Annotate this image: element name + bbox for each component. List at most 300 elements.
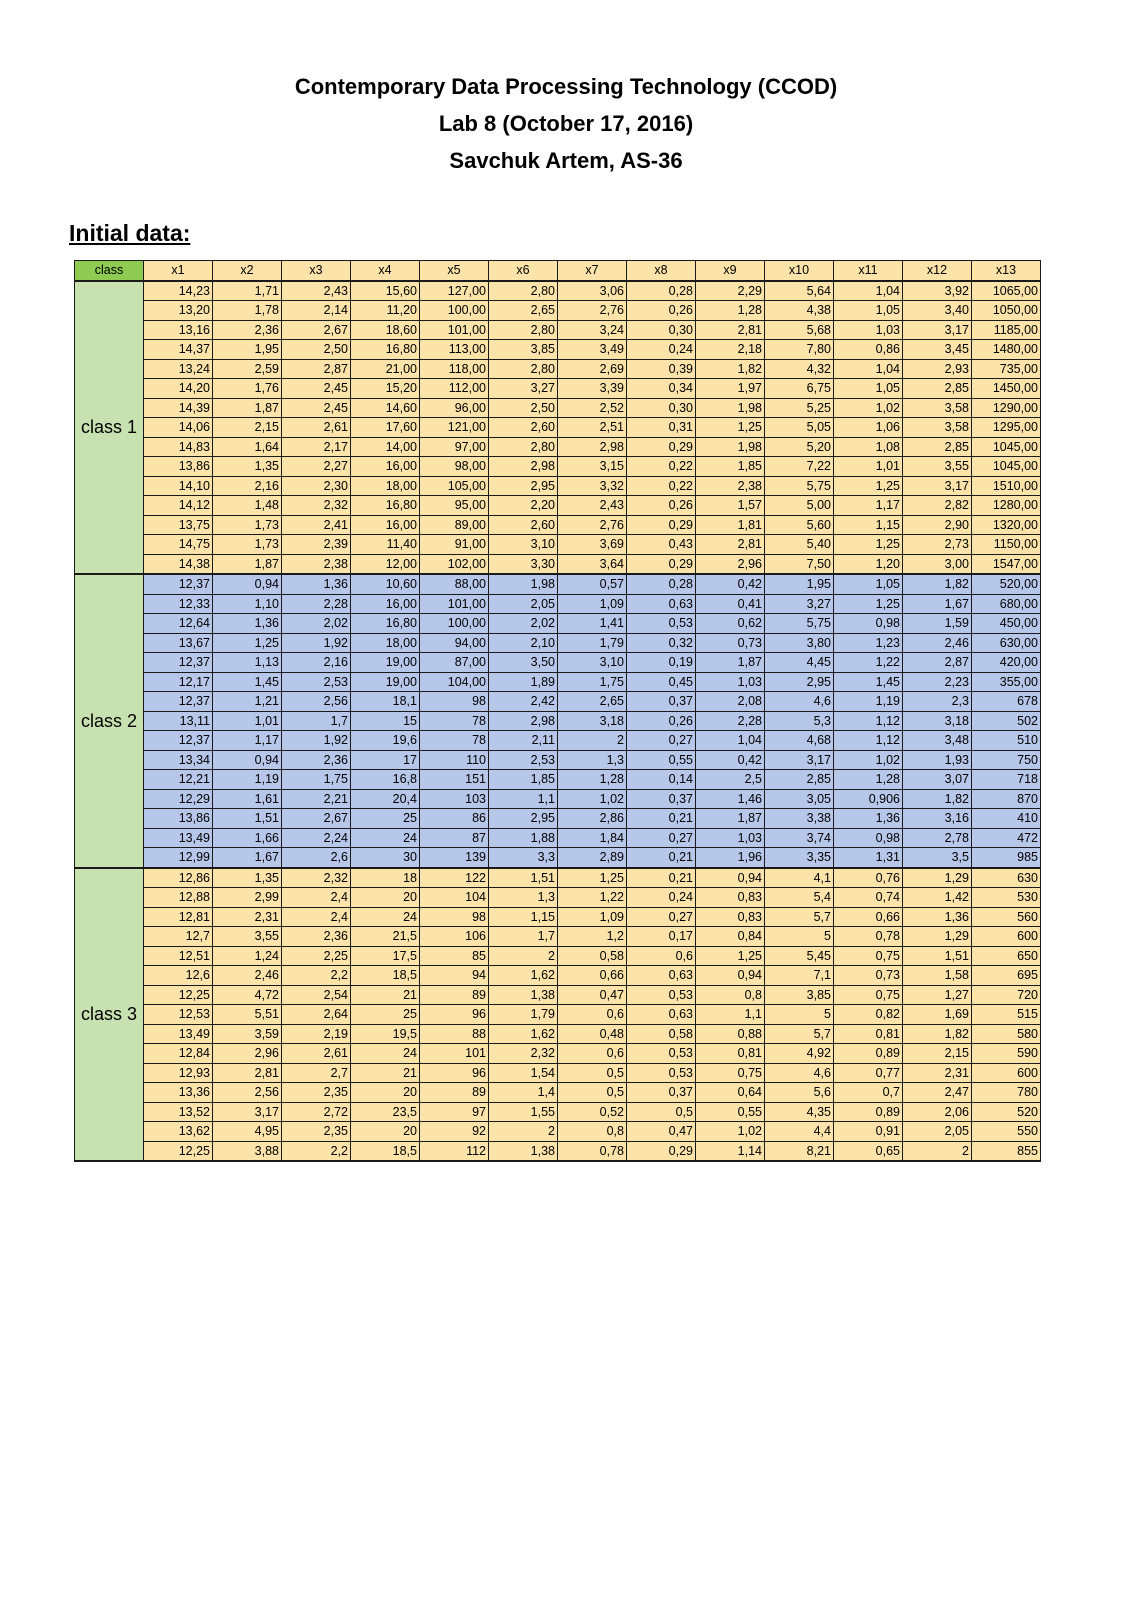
table-cell: 0,55	[627, 750, 696, 770]
table-cell: 3,69	[558, 535, 627, 555]
table-cell: 3,24	[558, 320, 627, 340]
table-cell: 2,95	[489, 809, 558, 829]
table-row	[75, 301, 1041, 321]
table-cell: 472	[972, 828, 1041, 848]
table-cell: 110	[420, 750, 489, 770]
table-cell: 0,58	[558, 946, 627, 966]
table-cell: 2,81	[213, 1063, 282, 1083]
table-cell: 121,00	[420, 418, 489, 438]
table-cell: 718	[972, 770, 1041, 790]
table-cell: 0,39	[627, 359, 696, 379]
column-header-x6: x6	[489, 261, 558, 281]
table-cell: 0,64	[696, 1083, 765, 1103]
table-row	[75, 1083, 1041, 1103]
table-cell: 15	[351, 711, 420, 731]
table-cell: 3,17	[213, 1102, 282, 1122]
table-cell: 2,38	[282, 554, 351, 574]
table-cell: 0,29	[627, 1141, 696, 1161]
table-cell: 18	[351, 868, 420, 888]
table-cell: 2	[489, 946, 558, 966]
table-cell: 0,34	[627, 379, 696, 399]
table-cell: 1,73	[213, 515, 282, 535]
table-cell: 0,94	[213, 750, 282, 770]
table-row	[75, 927, 1041, 947]
table-row	[75, 789, 1041, 809]
table-cell: 13,86	[144, 809, 213, 829]
table-cell: 0,58	[627, 1024, 696, 1044]
table-cell: 3,85	[765, 985, 834, 1005]
table-cell: 1,42	[903, 888, 972, 908]
table-cell: 1,17	[213, 731, 282, 751]
table-row	[75, 848, 1041, 868]
table-cell: 1,75	[558, 672, 627, 692]
table-cell: 88,00	[420, 574, 489, 594]
table-cell: 1,24	[213, 946, 282, 966]
table-cell: 1,25	[696, 418, 765, 438]
table-cell: 0,83	[696, 907, 765, 927]
table-cell: 1,76	[213, 379, 282, 399]
table-cell: 3,48	[903, 731, 972, 751]
table-cell: 4,92	[765, 1044, 834, 1064]
table-cell: 16,80	[351, 614, 420, 634]
table-cell: 1,03	[696, 828, 765, 848]
table-cell: 1,41	[558, 614, 627, 634]
table-cell: 19,5	[351, 1024, 420, 1044]
table-cell: 1,25	[834, 535, 903, 555]
table-cell: 0,43	[627, 535, 696, 555]
table-cell: 14,75	[144, 535, 213, 555]
table-cell: 30	[351, 848, 420, 868]
table-cell: 15,60	[351, 281, 420, 301]
table-cell: 2,98	[558, 437, 627, 457]
table-cell: 13,16	[144, 320, 213, 340]
table-cell: 94	[420, 966, 489, 986]
table-cell: 1,01	[213, 711, 282, 731]
table-cell: 3,27	[765, 594, 834, 614]
table-cell: 502	[972, 711, 1041, 731]
table-cell: 0,89	[834, 1102, 903, 1122]
table-cell: 0,906	[834, 789, 903, 809]
table-cell: 1,13	[213, 653, 282, 673]
table-cell: 600	[972, 1063, 1041, 1083]
column-header-class: class	[75, 261, 144, 281]
table-cell: 12,33	[144, 594, 213, 614]
table-row	[75, 731, 1041, 751]
table-cell: 1065,00	[972, 281, 1041, 301]
table-cell: 1045,00	[972, 457, 1041, 477]
table-cell: 1,58	[903, 966, 972, 986]
table-cell: 113,00	[420, 340, 489, 360]
table-cell: 1,05	[834, 574, 903, 594]
table-cell: 12,17	[144, 672, 213, 692]
table-cell: 1,08	[834, 437, 903, 457]
table-row	[75, 828, 1041, 848]
table-cell: 1,02	[696, 1122, 765, 1142]
table-cell: 450,00	[972, 614, 1041, 634]
table-row	[75, 398, 1041, 418]
table-cell: 5,40	[765, 535, 834, 555]
table-cell: 1,22	[558, 888, 627, 908]
table-row	[75, 1044, 1041, 1064]
table-row	[75, 614, 1041, 634]
table-cell: 2,86	[558, 809, 627, 829]
table-cell: 12,81	[144, 907, 213, 927]
table-cell: 1,84	[558, 828, 627, 848]
table-cell: 2,65	[489, 301, 558, 321]
table-cell: 3,05	[765, 789, 834, 809]
table-cell: 5,05	[765, 418, 834, 438]
table-cell: 1,17	[834, 496, 903, 516]
table-cell: 1,22	[834, 653, 903, 673]
table-cell: 0,88	[696, 1024, 765, 1044]
table-cell: 15,20	[351, 379, 420, 399]
table-cell: 78	[420, 711, 489, 731]
table-cell: 0,37	[627, 1083, 696, 1103]
table-cell: 3,58	[903, 398, 972, 418]
table-cell: 5,6	[765, 1083, 834, 1103]
table-cell: 104	[420, 888, 489, 908]
table-cell: 4,72	[213, 985, 282, 1005]
table-row	[75, 574, 1041, 594]
table-cell: 2,31	[903, 1063, 972, 1083]
table-cell: 98	[420, 907, 489, 927]
table-cell: 3,30	[489, 554, 558, 574]
table-cell: 0,94	[696, 868, 765, 888]
table-cell: 0,29	[627, 554, 696, 574]
table-cell: 520,00	[972, 574, 1041, 594]
table-cell: 2,35	[282, 1122, 351, 1142]
table-cell: 1,06	[834, 418, 903, 438]
table-cell: 2,16	[282, 653, 351, 673]
table-cell: 2,25	[282, 946, 351, 966]
table-cell: 2,98	[489, 457, 558, 477]
table-cell: 2,61	[282, 418, 351, 438]
table-cell: 14,00	[351, 437, 420, 457]
table-cell: 2,50	[282, 340, 351, 360]
table-cell: 3,74	[765, 828, 834, 848]
table-cell: 2,27	[282, 457, 351, 477]
table-cell: 2,15	[903, 1044, 972, 1064]
table-cell: 985	[972, 848, 1041, 868]
table-cell: 0,26	[627, 711, 696, 731]
table-cell: 2,89	[558, 848, 627, 868]
table-cell: 855	[972, 1141, 1041, 1161]
table-cell: 0,6	[558, 1005, 627, 1025]
table-cell: 4,45	[765, 653, 834, 673]
table-cell: 0,5	[558, 1083, 627, 1103]
table-cell: 1,87	[213, 398, 282, 418]
table-cell: 650	[972, 946, 1041, 966]
table-cell: 0,81	[834, 1024, 903, 1044]
table-cell: 2,19	[282, 1024, 351, 1044]
lab-subtitle: Lab 8 (October 17, 2016)	[438, 111, 694, 136]
table-cell: 2,72	[282, 1102, 351, 1122]
table-cell: 2,14	[282, 301, 351, 321]
table-cell: 20	[351, 888, 420, 908]
document-title: Contemporary Data Processing Technology (CCOD)	[294, 74, 838, 99]
table-cell: 1,25	[696, 946, 765, 966]
table-cell: 1,19	[834, 692, 903, 712]
table-cell: 0,17	[627, 927, 696, 947]
table-cell: 2,87	[282, 359, 351, 379]
table-cell: 0,22	[627, 457, 696, 477]
table-cell: 86	[420, 809, 489, 829]
table-cell: 24	[351, 907, 420, 927]
table-cell: 89	[420, 985, 489, 1005]
table-cell: 1,36	[282, 574, 351, 594]
table-cell: 0,21	[627, 809, 696, 829]
table-cell: 1,03	[696, 672, 765, 692]
table-cell: 4,35	[765, 1102, 834, 1122]
table-cell: 0,73	[834, 966, 903, 986]
table-cell: 0,24	[627, 340, 696, 360]
table-cell: 0,91	[834, 1122, 903, 1142]
table-cell: 1045,00	[972, 437, 1041, 457]
table-cell: 1,79	[489, 1005, 558, 1025]
table-cell: 5,7	[765, 1024, 834, 1044]
column-header-x4: x4	[351, 261, 420, 281]
table-cell: 1,96	[696, 848, 765, 868]
table-cell: 14,10	[144, 476, 213, 496]
table-cell: 94,00	[420, 633, 489, 653]
table-cell: 88	[420, 1024, 489, 1044]
table-cell: 0,76	[834, 868, 903, 888]
column-header-x10: x10	[765, 261, 834, 281]
table-cell: 1,89	[489, 672, 558, 692]
table-cell: 1,05	[834, 379, 903, 399]
table-cell: 2,60	[489, 515, 558, 535]
table-cell: 735,00	[972, 359, 1041, 379]
table-cell: 1,25	[834, 594, 903, 614]
table-cell: 0,14	[627, 770, 696, 790]
table-cell: 2,32	[282, 496, 351, 516]
section-title: Initial data:	[69, 220, 191, 246]
table-cell: 151	[420, 770, 489, 790]
table-cell: 1,25	[558, 868, 627, 888]
table-cell: 1,15	[489, 907, 558, 927]
table-cell: 1,61	[213, 789, 282, 809]
table-cell: 1,66	[213, 828, 282, 848]
table-cell: 87,00	[420, 653, 489, 673]
table-cell: 87	[420, 828, 489, 848]
table-cell: 7,50	[765, 554, 834, 574]
table-cell: 5	[765, 1005, 834, 1025]
table-cell: 2,47	[903, 1083, 972, 1103]
table-cell: 1547,00	[972, 554, 1041, 574]
table-cell: 1,67	[903, 594, 972, 614]
table-cell: 4,1	[765, 868, 834, 888]
table-cell: 2,02	[489, 614, 558, 634]
table-cell: 1150,00	[972, 535, 1041, 555]
table-cell: 3,18	[903, 711, 972, 731]
table-cell: 2,4	[282, 907, 351, 927]
table-cell: 3,5	[903, 848, 972, 868]
table-cell: 25	[351, 809, 420, 829]
table-cell: 530	[972, 888, 1041, 908]
table-row	[75, 418, 1041, 438]
table-row	[75, 966, 1041, 986]
table-cell: 2,36	[282, 750, 351, 770]
table-cell: 1,36	[834, 809, 903, 829]
table-cell: 2,38	[696, 476, 765, 496]
table-cell: 0,45	[627, 672, 696, 692]
table-cell: 0,74	[834, 888, 903, 908]
table-cell: 2,50	[489, 398, 558, 418]
table-cell: 1,2	[558, 927, 627, 947]
table-row	[75, 1063, 1041, 1083]
table-cell: 1,36	[213, 614, 282, 634]
table-cell: 13,49	[144, 828, 213, 848]
table-cell: 19,00	[351, 653, 420, 673]
table-cell: 5,00	[765, 496, 834, 516]
table-cell: 2,52	[558, 398, 627, 418]
table-cell: 18,00	[351, 476, 420, 496]
table-cell: 3,3	[489, 848, 558, 868]
table-cell: 12,88	[144, 888, 213, 908]
table-cell: 4,68	[765, 731, 834, 751]
table-cell: 580	[972, 1024, 1041, 1044]
table-cell: 0,27	[627, 731, 696, 751]
table-cell: 2,42	[489, 692, 558, 712]
table-cell: 0,73	[696, 633, 765, 653]
table-cell: 2,95	[765, 672, 834, 692]
table-cell: 0,27	[627, 907, 696, 927]
table-cell: 16,00	[351, 594, 420, 614]
table-cell: 5,75	[765, 614, 834, 634]
table-row	[75, 320, 1041, 340]
table-cell: 1,3	[489, 888, 558, 908]
table-cell: 2,85	[903, 437, 972, 457]
table-cell: 4,4	[765, 1122, 834, 1142]
table-cell: 5,68	[765, 320, 834, 340]
table-cell: 2,6	[282, 848, 351, 868]
table-body	[75, 281, 1041, 1162]
table-cell: 2,24	[282, 828, 351, 848]
class-label-cell: class 2	[75, 574, 144, 868]
table-cell: 0,37	[627, 789, 696, 809]
table-cell: 13,49	[144, 1024, 213, 1044]
table-cell: 1,14	[696, 1141, 765, 1161]
table-cell: 2,05	[489, 594, 558, 614]
table-cell: 5	[765, 927, 834, 947]
table-cell: 2,60	[489, 418, 558, 438]
table-cell: 1,1	[696, 1005, 765, 1025]
table-cell: 1,82	[903, 789, 972, 809]
table-cell: 3,00	[903, 554, 972, 574]
table-cell: 3,50	[489, 653, 558, 673]
table-cell: 1,09	[558, 907, 627, 927]
table-row	[75, 1102, 1041, 1122]
table-cell: 20	[351, 1083, 420, 1103]
table-cell: 0,89	[834, 1044, 903, 1064]
table-cell: 3,17	[903, 476, 972, 496]
table-cell: 2,28	[282, 594, 351, 614]
table-cell: 1,97	[696, 379, 765, 399]
table-cell: 2,95	[489, 476, 558, 496]
table-cell: 112,00	[420, 379, 489, 399]
table-cell: 3,58	[903, 418, 972, 438]
table-cell: 14,23	[144, 281, 213, 301]
table-cell: 0,53	[627, 1063, 696, 1083]
table-cell: 102,00	[420, 554, 489, 574]
table-cell: 0,32	[627, 633, 696, 653]
table-row	[75, 1122, 1041, 1142]
table-cell: 3,18	[558, 711, 627, 731]
table-cell: 1,87	[213, 554, 282, 574]
table-cell: 678	[972, 692, 1041, 712]
table-cell: 12,21	[144, 770, 213, 790]
table-cell: 13,24	[144, 359, 213, 379]
table-cell: 1,51	[213, 809, 282, 829]
table-cell: 1450,00	[972, 379, 1041, 399]
table-cell: 2,93	[903, 359, 972, 379]
table-cell: 3,85	[489, 340, 558, 360]
table-cell: 2,29	[696, 281, 765, 301]
table-cell: 1,55	[489, 1102, 558, 1122]
table-cell: 0,24	[627, 888, 696, 908]
table-cell: 1,28	[558, 770, 627, 790]
table-cell: 3,32	[558, 476, 627, 496]
table-cell: 1,35	[213, 457, 282, 477]
table-cell: 1,10	[213, 594, 282, 614]
author-line: Savchuk Artem, AS-36	[449, 148, 683, 173]
table-cell: 12,64	[144, 614, 213, 634]
table-cell: 2,99	[213, 888, 282, 908]
table-cell: 1,29	[903, 868, 972, 888]
table-cell: 1,57	[696, 496, 765, 516]
table-cell: 410	[972, 809, 1041, 829]
table-cell: 2,7	[282, 1063, 351, 1083]
table-cell: 5,75	[765, 476, 834, 496]
table-cell: 510	[972, 731, 1041, 751]
table-cell: 3,27	[489, 379, 558, 399]
table-cell: 2,32	[489, 1044, 558, 1064]
table-cell: 105,00	[420, 476, 489, 496]
table-cell: 2,81	[696, 535, 765, 555]
table-cell: 0,28	[627, 574, 696, 594]
table-row	[75, 515, 1041, 535]
table-cell: 1,7	[489, 927, 558, 947]
table-cell: 2	[558, 731, 627, 751]
table-cell: 5,60	[765, 515, 834, 535]
table-cell: 1,62	[489, 1024, 558, 1044]
table-cell: 122	[420, 868, 489, 888]
table-cell: 0,86	[834, 340, 903, 360]
table-cell: 2,02	[282, 614, 351, 634]
table-row	[75, 554, 1041, 574]
table-cell: 3,39	[558, 379, 627, 399]
table-cell: 2,46	[213, 966, 282, 986]
table-cell: 2,4	[282, 888, 351, 908]
table-cell: 0,63	[627, 966, 696, 986]
table-cell: 1,51	[489, 868, 558, 888]
table-cell: 3,15	[558, 457, 627, 477]
table-cell: 14,37	[144, 340, 213, 360]
table-cell: 0,22	[627, 476, 696, 496]
table-cell: 13,75	[144, 515, 213, 535]
table-cell: 0,75	[834, 985, 903, 1005]
table-cell: 12,25	[144, 985, 213, 1005]
table-cell: 1,29	[903, 927, 972, 947]
table-cell: 1,88	[489, 828, 558, 848]
table-cell: 3,16	[903, 809, 972, 829]
table-cell: 1,4	[489, 1083, 558, 1103]
table-cell: 2,53	[489, 750, 558, 770]
table-cell: 11,20	[351, 301, 420, 321]
table-cell: 2,87	[903, 653, 972, 673]
table-cell: 2,43	[282, 281, 351, 301]
table-cell: 12,6	[144, 966, 213, 986]
